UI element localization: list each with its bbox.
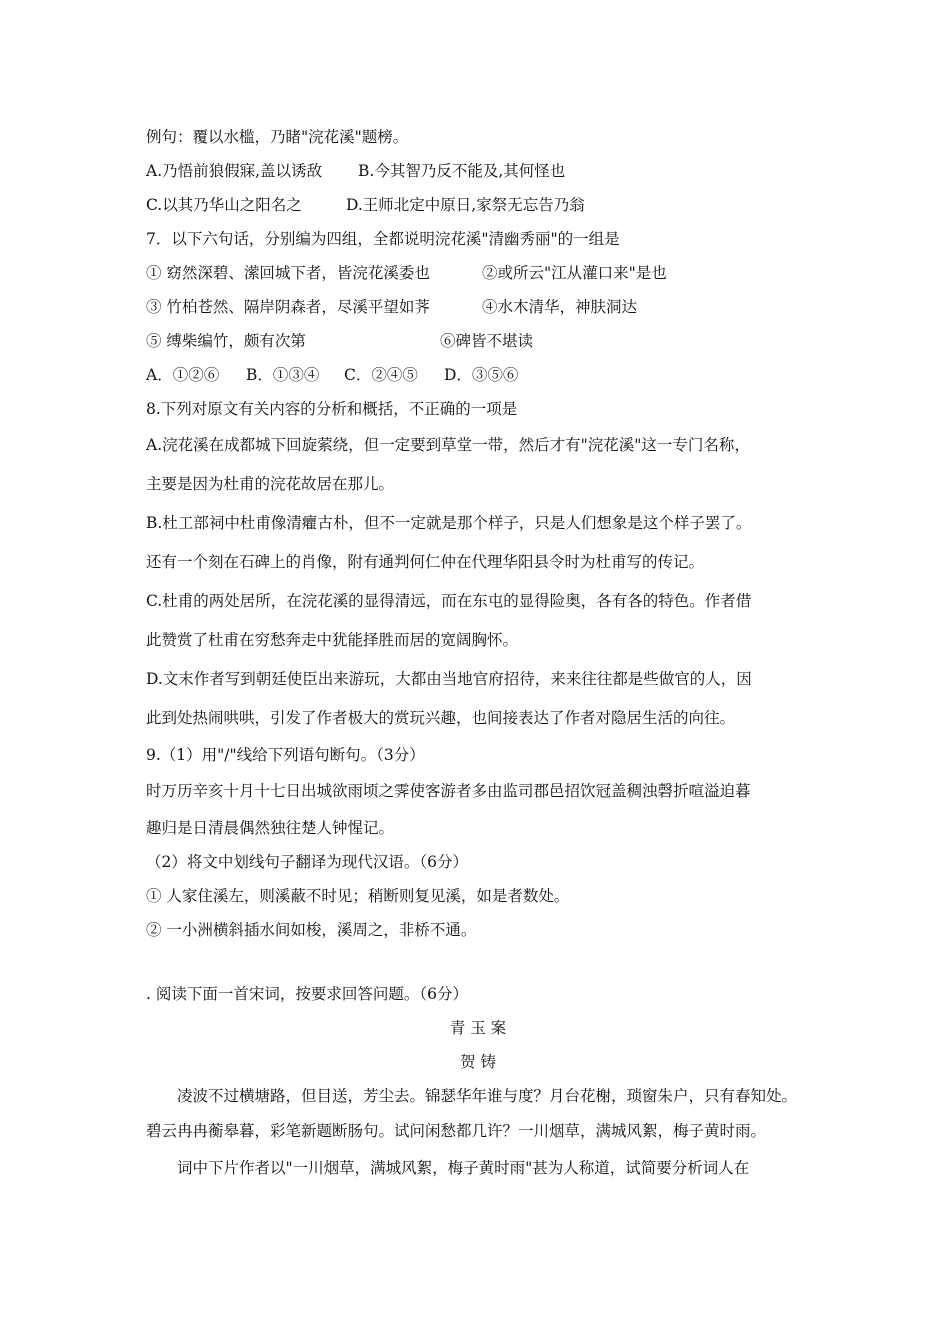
q9-unpunctuated-text-line-2: 趣归是日清晨偶然独往楚人钟惺记。	[146, 819, 395, 837]
q8-option-a-line-1: A.浣花溪在成都城下回旋萦绕，但一定要到草堂一带，然后才有"浣花溪"这一专门名称，	[146, 436, 750, 454]
q7-item-1: ① 窈然深碧、潆回城下者，皆浣花溪委也	[146, 264, 430, 282]
poem-analysis-question: 词中下片作者以"一川烟草，满城风絮，梅子黄时雨"甚为人称道，试简要分析词人在	[177, 1159, 750, 1177]
q6-option-b: B.今其智乃反不能及,其何怪也	[358, 162, 566, 180]
poem-body: 凌波不过横塘路，但目送，芳尘去。锦瑟华年谁与度？月台花榭，琐窗朱户，只有春知处。碧云冉冉蘅皋暮，彩笔新题断肠句。试问闲愁都几许？一川烟草，满城风絮，梅子黄时雨。	[146, 1087, 798, 1140]
poem-author: 贺 铸	[460, 1053, 496, 1071]
q6-options-row-2	[146, 188, 810, 222]
q7-option-b: B．①③④	[246, 366, 320, 384]
q7-option-d: D．③⑤⑥	[444, 366, 519, 384]
q7-options-row	[146, 358, 810, 392]
q9-part1-stem: 9.（1）用"/"线给下列语句断句。（3分）	[146, 746, 425, 764]
q7-item-3: ③ 竹柏苍然、隔岸阴森者，尽溪平望如荠	[146, 298, 430, 316]
q8-option-c-line-2: 此赞赏了杜甫在穷愁奔走中犹能择胜而居的宽阔胸怀。	[146, 631, 519, 649]
q6-options-row-1	[146, 154, 810, 188]
q8-option-c-line-1: C.杜甫的两处居所，在浣花溪的显得清远，而在东屯的显得险奥，各有各的特色。作者借	[146, 592, 752, 610]
q8-option-b-line-2: 还有一个刻在石碑上的肖像，附有通判何仁仲在代理华阳县令时为杜甫写的传记。	[146, 553, 705, 571]
q6-option-a: A.乃悟前狼假寐,盖以诱敌	[146, 162, 323, 180]
q8-option-d-line-2: 此到处热闹哄哄，引发了作者极大的赏玩兴趣，也间接表达了作者对隐居生活的向往。	[146, 709, 736, 727]
example-sentence: 例句：覆以水槛，乃睹"浣花溪"题榜。	[146, 128, 409, 146]
q7-item-6: ⑥碑皆不堪读	[440, 332, 534, 350]
poem-question-stem: . 阅读下面一首宋词，按要求回答问题。（6分）	[146, 985, 468, 1003]
q8-option-b-line-1: B.杜工部祠中杜甫像清癯古朴，但不一定就是那个样子，只是人们想象是这个样子罢了。	[146, 514, 752, 532]
q7-item-5: ⑤ 缚柴编竹，颇有次第	[146, 332, 306, 350]
q7-items-row-2	[146, 290, 810, 324]
q7-item-2: ②或所云"江从灌口来"是也	[482, 264, 667, 282]
q6-option-d: D.王师北定中原日,家祭无忘告乃翁	[346, 196, 585, 214]
section-gap	[146, 947, 810, 977]
q9-part2-stem: （2）将文中划线句子翻译为现代汉语。（6分）	[146, 853, 468, 871]
document-page	[146, 120, 810, 1185]
q9-translation-sentence-2: ② 一小洲横斜插水间如梭，溪周之，非桥不通。	[146, 921, 477, 939]
q7-stem: 7．以下六句话，分别编为四组，全都说明浣花溪"清幽秀丽"的一组是	[146, 230, 620, 248]
q7-items-row-1	[146, 256, 810, 290]
q7-items-row-3	[146, 324, 810, 358]
q7-option-c: C．②④⑤	[344, 366, 418, 384]
q8-option-a-line-2: 主要是因为杜甫的浣花故居在那儿。	[146, 475, 395, 493]
q7-option-a: A．①②⑥	[146, 366, 220, 384]
q7-item-4: ④水木清华，神肤洞达	[482, 298, 638, 316]
q9-unpunctuated-text-line-1: 时万历辛亥十月十七日出城欲雨顷之霁使客游者多由监司郡邑招饮冠盖稠浊磬折喧溢迫暮	[146, 782, 751, 800]
poem-title: 青 玉 案	[449, 1019, 507, 1037]
q8-stem: 8.下列对原文有关内容的分析和概括，不正确的一项是	[146, 400, 518, 418]
q6-option-c: C.以其乃华山之阳名之	[146, 196, 302, 214]
q9-translation-sentence-1: ① 人家住溪左，则溪蔽不时见；稍断则复见溪，如是者数处。	[146, 887, 570, 905]
q8-option-d-line-1: D.文末作者写到朝廷使臣出来游玩，大都由当地官府招待，来来往往都是些做官的人，因	[146, 670, 752, 688]
